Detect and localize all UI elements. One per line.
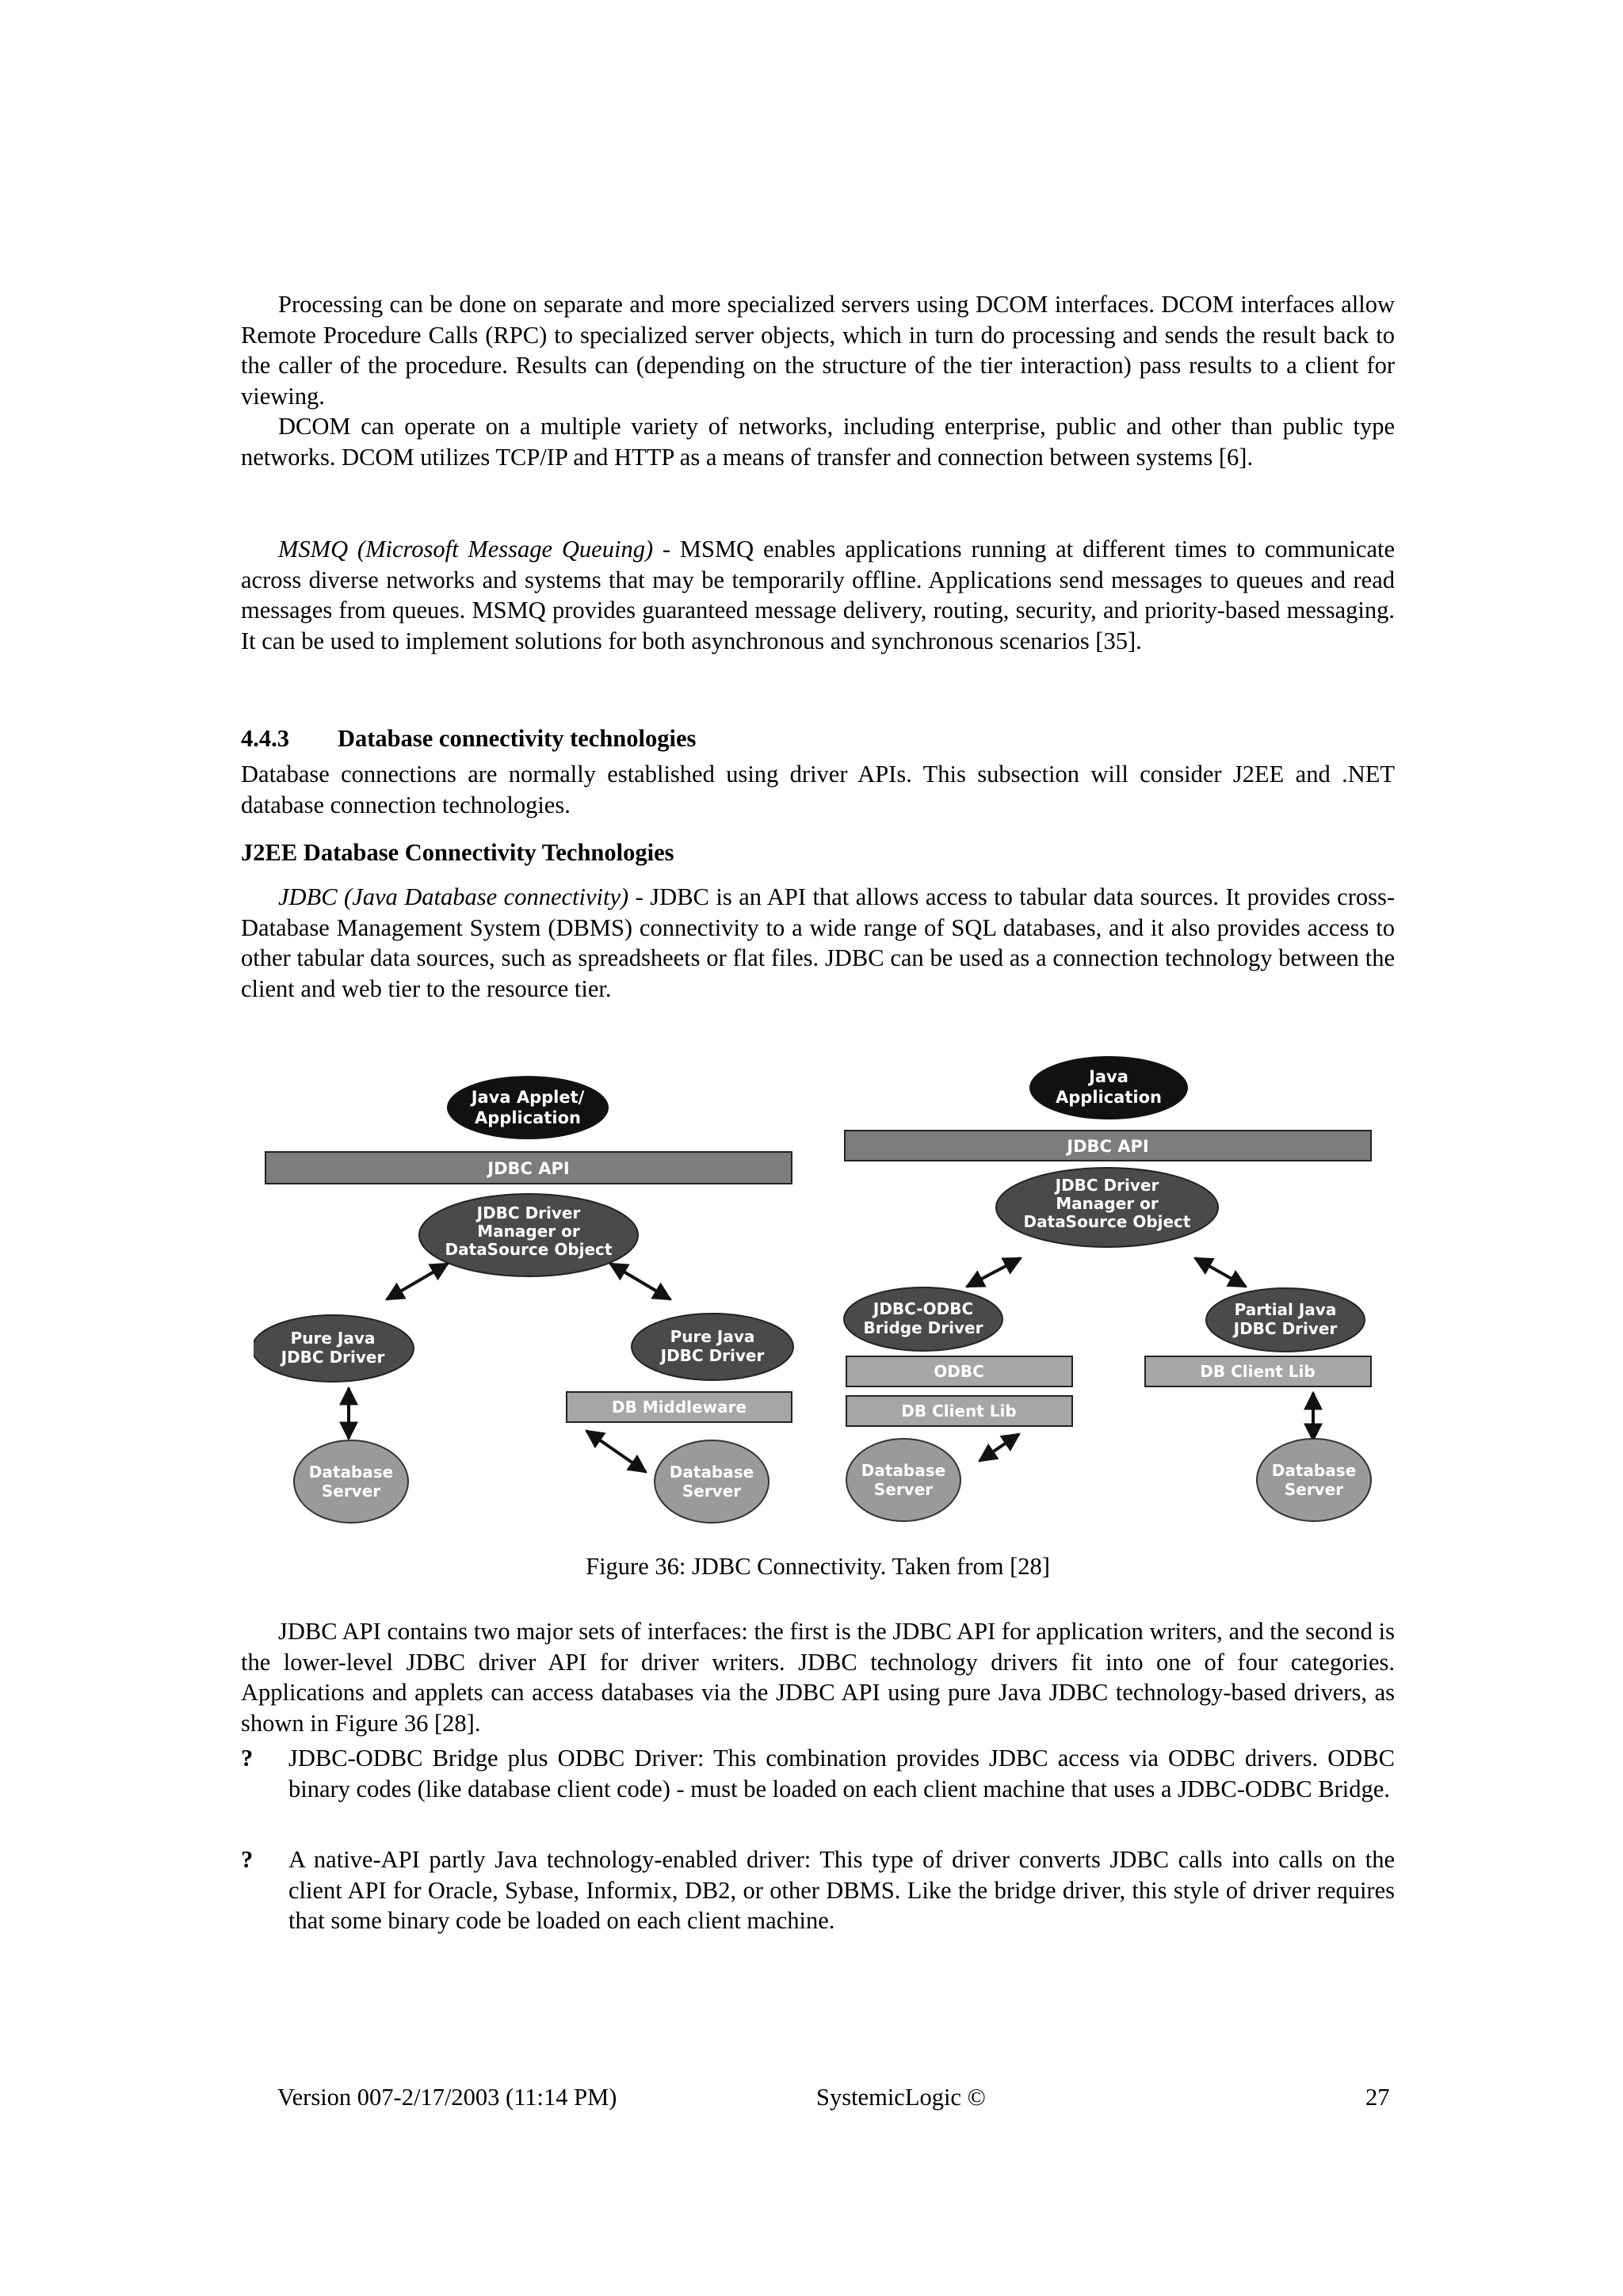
right-odbc-box [846,1356,1072,1386]
right-diagram [844,1056,1371,1521]
paragraph-msmq [241,534,1395,656]
dcom-section [241,289,1395,473]
section-title: Database connectivity technologies [338,725,697,752]
figure-caption: Figure 36: JDBC Connectivity. Taken from [28] [586,1553,1050,1580]
left-pure-java-driver-a [254,1315,414,1382]
subheading-j2ee: J2EE Database Connectivity Technologies [241,839,674,866]
jdbc-api-section [241,1616,1395,1738]
msmq-text: - MSMQ enables applications running at different times to communicate across diverse networks and systems that may be temporarily offline. Applications send messages to queues and read messages from queues. MSMQ provides guaranteed message delivery, routing, security, and priority-based messaging. It can be used to implement solutions for both asynchronous and synchronous scenarios [35]. [241,536,1395,654]
bullet-marker-2: ? [241,1846,254,1873]
jdbc-term: JDBC (Java Database connectivity) [278,883,629,910]
left-driver-a-line-1: Pure Java [290,1329,376,1348]
footer-company: SystemicLogic © [816,2084,986,2111]
paragraph-section-intro: Database connections are normally established using driver APIs. This subsection will consider J2EE and .NET database connection technologies. [241,761,1395,818]
right-java-application-node [1029,1056,1188,1119]
bullet-item-1 [241,1743,1395,1804]
left-driver-b-line-2: JDBC Driver [660,1346,765,1365]
left-manager-line-3: DataSource Object [445,1240,613,1259]
right-top-line-2: Application [1056,1088,1162,1107]
bullet-marker-1: ? [241,1745,254,1772]
right-jdbc-api-bar [845,1131,1371,1161]
right-db-a-line-2: Server [873,1480,934,1499]
left-driver-a-line-2: JDBC Driver [281,1348,385,1367]
right-api-label: JDBC API [1067,1137,1149,1156]
left-pure-java-driver-b [632,1314,793,1380]
right-arrow-manager-partial [1195,1258,1246,1287]
bullet-item-2 [241,1844,1395,1936]
bullet-text-2: A native-API partly Java technology-enabled driver: This type of driver converts JDBC calls into calls on the client API for Oracle, Sybase, Informix, DB2, or other DBMS. Like the bridge driver, this style of driver requires that some binary code be loaded on each client machine. [288,1846,1395,1935]
msmq-section [241,534,1395,656]
left-top-line-1: Java Applet/ [471,1088,585,1107]
left-api-label: JDBC API [487,1159,570,1178]
right-client-lib-a-label: DB Client Lib [901,1402,1017,1421]
right-client-lib-b-label: DB Client Lib [1200,1362,1316,1381]
right-arrow-client-lib-a-db [980,1434,1019,1461]
left-arrow-manager-driver-b [610,1264,670,1299]
left-driver-manager [419,1194,638,1276]
jdbc-section [241,882,1395,1004]
jdbc-connectivity-diagram [254,1054,1379,1529]
right-db-b-line-1: Database [1271,1461,1357,1480]
right-top-line-1: Java [1089,1067,1128,1086]
right-driver-a-line-2: Bridge Driver [863,1318,983,1337]
right-partial-java-driver [1206,1288,1365,1352]
right-driver-a-line-1: JDBC-ODBC [873,1299,974,1318]
right-manager-line-2: Manager or [1056,1194,1159,1213]
left-db-b-line-1: Database [669,1463,754,1482]
msmq-term: MSMQ (Microsoft Message Queuing) [278,536,654,563]
right-manager-line-1: JDBC Driver [1055,1176,1159,1195]
right-driver-b-line-1: Partial Java [1234,1300,1337,1319]
paragraph-dcom-processing: Processing can be done on separate and more specialized servers using DCOM interfaces. DCOM interfaces allow Remote Procedure Calls (RPC) to specialized server objects, which in turn do processing and sends the result back to the caller of the procedure. Results can (depending on the structure of the tier interaction) pass results to a client for viewing. [241,291,1395,410]
left-jdbc-api-bar [265,1152,792,1184]
left-manager-line-1: JDBC Driver [476,1203,581,1222]
left-db-b-line-2: Server [682,1482,742,1501]
left-database-server-a [294,1440,408,1523]
left-arrow-manager-driver-a [387,1264,448,1299]
right-manager-line-3: DataSource Object [1023,1212,1191,1231]
right-arrow-manager-bridge [967,1258,1021,1287]
right-db-b-line-2: Server [1284,1480,1344,1499]
section-number: 4.4.3 [241,725,289,752]
left-driver-b-line-1: Pure Java [670,1327,755,1346]
left-diagram [254,1076,793,1523]
section-heading [241,723,696,754]
right-db-client-lib-b [1145,1356,1371,1386]
footer-version: Version 007-2/17/2003 (11:14 PM) [277,2084,617,2111]
right-db-client-lib-a [846,1396,1072,1426]
footer-page-number: 27 [1365,2084,1390,2111]
right-driver-manager [996,1168,1218,1247]
paragraph-jdbc-api: JDBC API contains two major sets of interfaces: the first is the JDBC API for application writers, and the second is the lower-level JDBC driver API for driver writers. JDBC technology drivers fit into one of four categories. Applications and applets can access databases via the JDBC API using pure Java JDBC technology-based drivers, as shown in Figure 36 [28]. [241,1618,1395,1737]
paragraph-dcom-networks: DCOM can operate on a multiple variety of networks, including enterprise, public and other than public type networks. DCOM utilizes TCP/IP and HTTP as a means of transfer and connection between systems [6]. [241,413,1395,471]
right-driver-b-line-2: JDBC Driver [1233,1319,1338,1338]
left-java-applet-node [447,1076,609,1139]
left-middleware-label: DB Middleware [611,1398,747,1417]
left-top-line-2: Application [475,1108,581,1127]
right-database-server-a [846,1439,960,1521]
left-db-a-line-2: Server [321,1482,381,1501]
bullet-text-1: JDBC-ODBC Bridge plus ODBC Driver: This combination provides JDBC access via ODBC drivers. ODBC binary codes (like database client code) - must be loaded on each client machine that uses a JDBC-ODBC Bridge. [288,1745,1395,1802]
right-db-a-line-1: Database [861,1461,946,1480]
left-db-middleware-box [567,1392,792,1422]
left-arrow-middleware-db [586,1431,646,1472]
jdbc-text: - JDBC is an API that allows access to tabular data sources. It provides cross- Database Management System (DBMS) connectivity to a wide range of SQL databases, and it also provides access to other tabular data sources, such as spreadsheets or flat files. JDBC can be used as a connection technology between the client and web tier to the resource tier. [241,883,1395,1002]
right-odbc-label: ODBC [934,1362,984,1381]
left-manager-line-2: Manager or [477,1222,580,1241]
paragraph-jdbc [241,882,1395,1004]
left-db-a-line-1: Database [308,1463,394,1482]
section-intro [241,759,1395,820]
right-jdbc-odbc-bridge-driver [844,1287,1002,1351]
left-database-server-b [655,1440,769,1523]
right-database-server-b [1257,1439,1371,1521]
